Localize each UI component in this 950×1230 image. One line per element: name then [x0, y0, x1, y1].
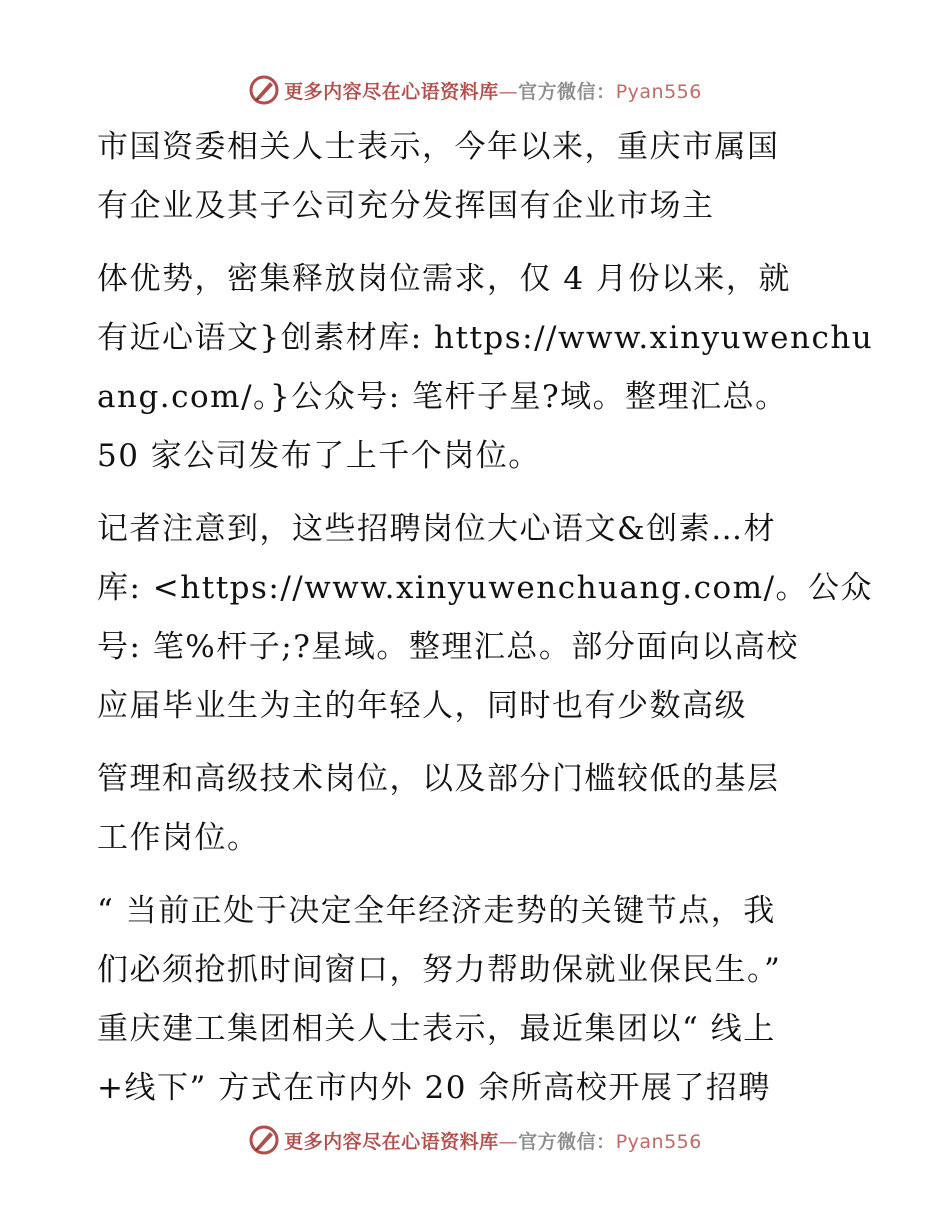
header-watermark: [0, 70, 950, 110]
quill-logo-icon: [248, 74, 280, 106]
footer-watermark: [0, 1120, 950, 1160]
paragraph-5: [97, 882, 857, 1118]
watermark-wechat-label: 官方微信：: [518, 1130, 616, 1153]
text-line: 库: <https://www.xinyuwenchuang.com/。公众: [97, 570, 874, 606]
text-line: 管理和高级技术岗位，以及部分门槛较低的基层: [97, 761, 780, 797]
text-line: +线下” 方式在市内外 20 余所高校开展了招聘: [97, 1070, 771, 1106]
paragraph-2: [97, 250, 874, 486]
paragraph-4: [97, 750, 857, 868]
watermark-brand: 更多内容尽在心语资料库: [284, 1130, 499, 1153]
watermark-brand: 更多内容尽在心语资料库: [284, 80, 499, 103]
paragraph-1: [97, 118, 857, 236]
paragraph-3: [97, 500, 874, 736]
text-line: 有企业及其子公司充分发挥国有企业市场主: [97, 188, 715, 224]
document-body: [97, 118, 874, 1118]
text-line: ang.com/。}公众号: 笔杆子星?域。整理汇总。: [97, 379, 788, 415]
text-line: 体优势，密集释放岗位需求，仅 4 月份以来，就: [97, 261, 791, 297]
text-line: 应届毕业生为主的年轻人，同时也有少数高级: [97, 688, 747, 724]
watermark-wechat-label: 官方微信：: [518, 80, 616, 103]
text-line: 记者注意到，这些招聘岗位大心语文&创素…材: [97, 511, 777, 547]
text-line: 们必须抢抓时间窗口，努力帮助保就业保民生。”: [97, 952, 782, 988]
watermark-text: [284, 1127, 702, 1154]
watermark-separator: —: [498, 80, 519, 103]
text-line: 50 家公司发布了上千个岗位。: [97, 438, 541, 474]
text-line: 有近心语文}创素材库: https://www.xinyuwenchu: [97, 320, 874, 356]
text-line: 号: 笔%杆子;?星域。整理汇总。部分面向以高校: [97, 629, 799, 665]
watermark-wechat-id: Pyan556: [615, 80, 702, 103]
watermark-wechat-id: Pyan556: [615, 1130, 702, 1153]
quill-logo-icon: [248, 1124, 280, 1156]
text-line: 重庆建工集团相关人士表示，最近集团以“ 线上: [97, 1011, 776, 1047]
text-line: 市国资委相关人士表示，今年以来，重庆市属国: [97, 129, 780, 165]
text-line: 工作岗位。: [97, 820, 260, 856]
watermark-text: [284, 77, 702, 104]
text-line: “ 当前正处于决定全年经济走势的关键节点，我: [97, 893, 776, 929]
watermark-separator: —: [498, 1130, 519, 1153]
